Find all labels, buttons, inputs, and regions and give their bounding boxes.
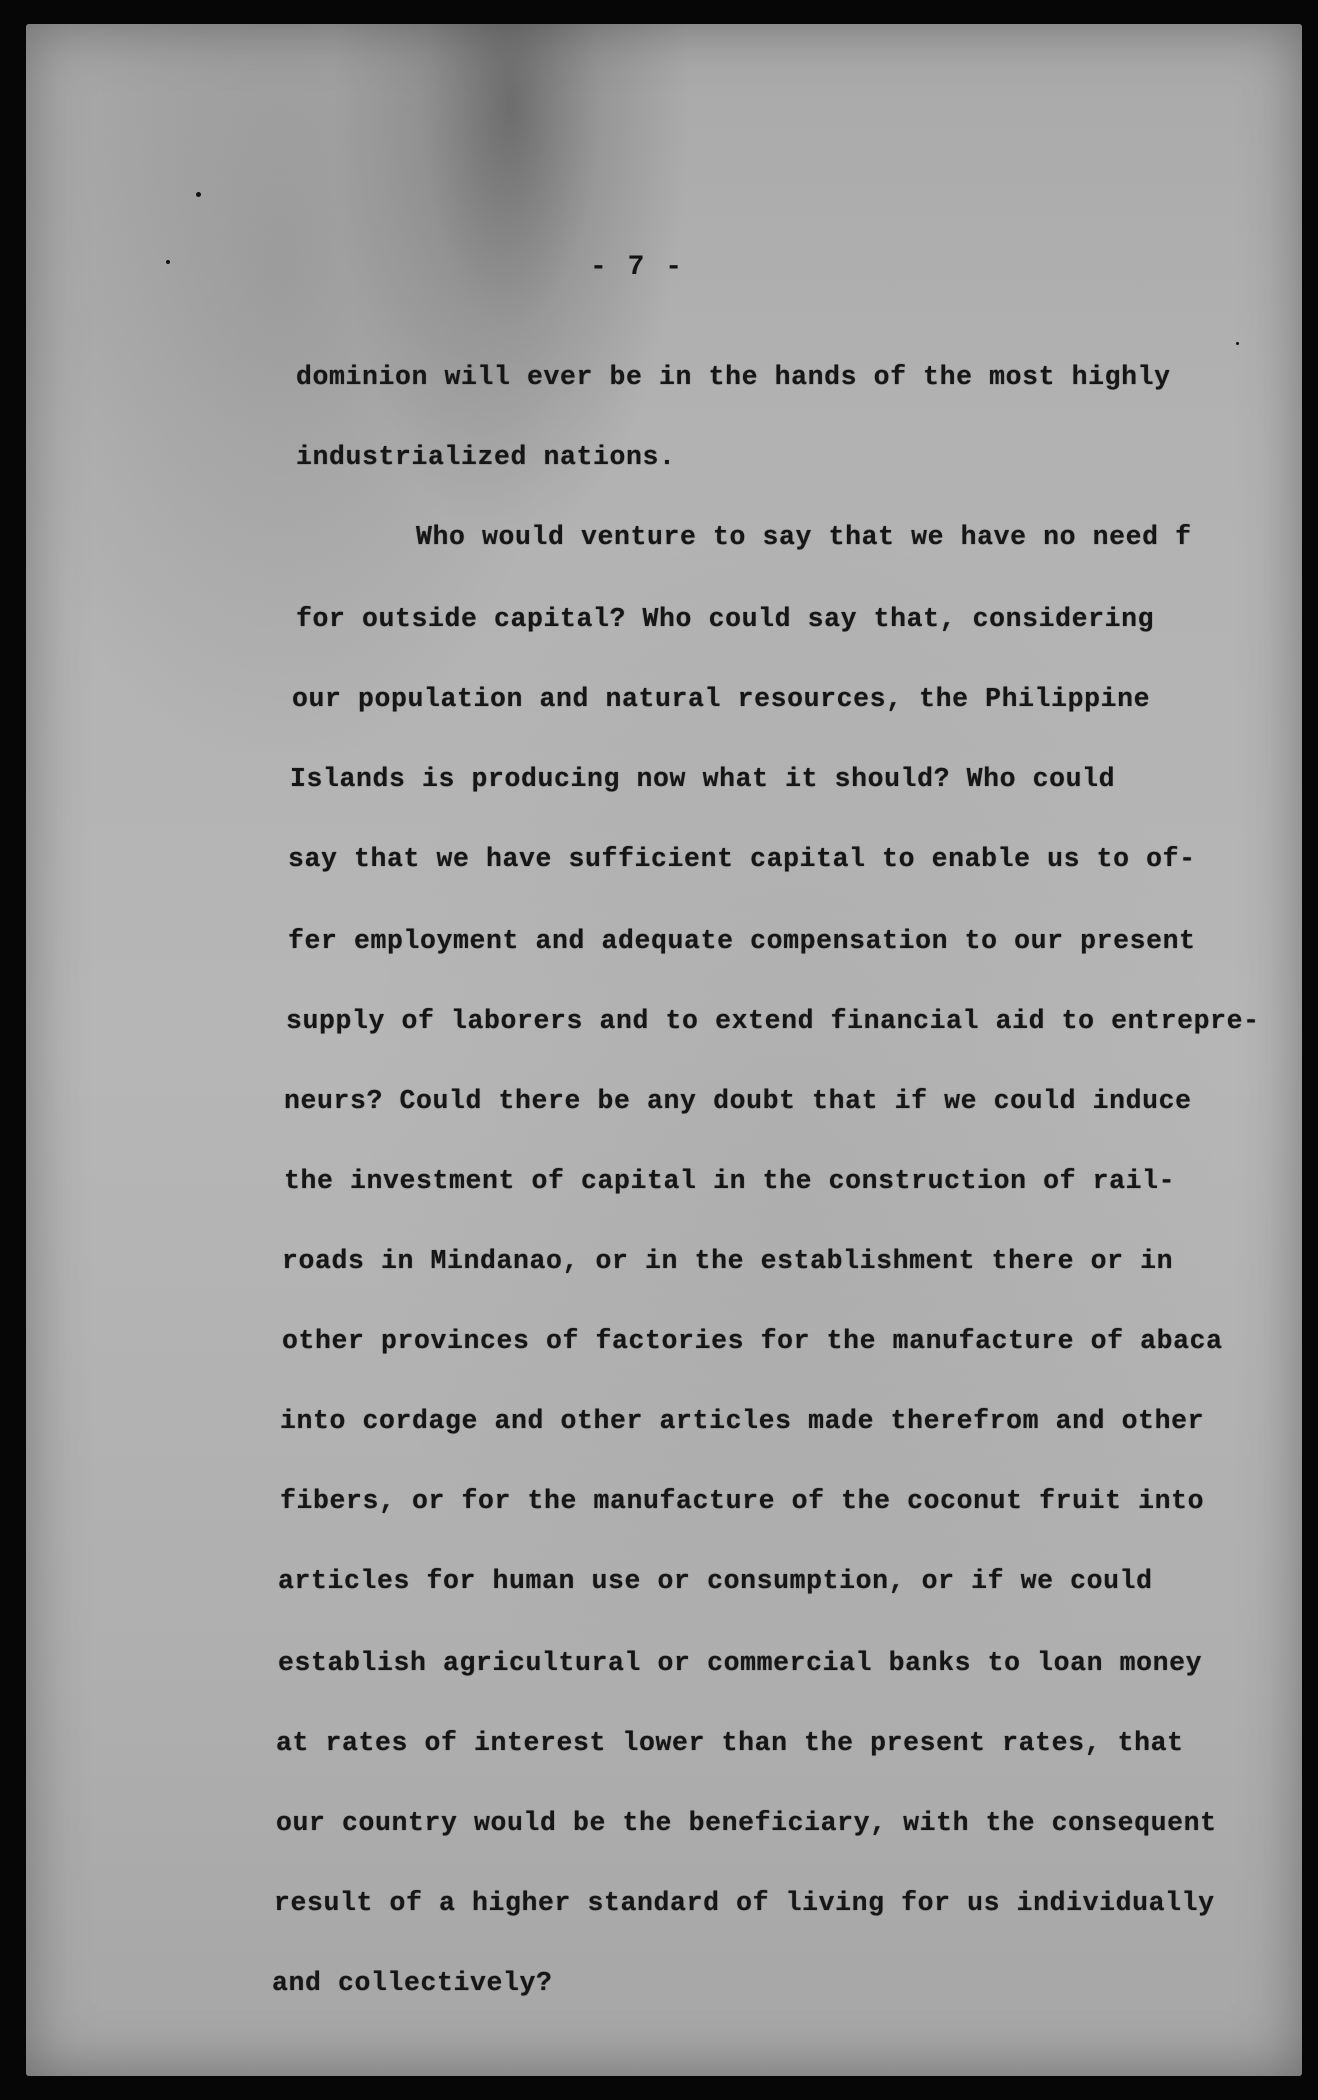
scan-speck <box>166 260 170 264</box>
text-line-12: roads in Mindanao, or in the establishment there or in <box>282 1246 1174 1276</box>
text-line-4: for outside capital? Who could say that, considering <box>296 604 1155 634</box>
text-line-13: other provinces of factories for the manufacture of abaca <box>282 1326 1223 1356</box>
text-line-18: at rates of interest lower than the present rates, that <box>276 1728 1184 1758</box>
scan-speck <box>196 192 201 197</box>
text-line-10: neurs? Could there be any doubt that if we could induce <box>284 1086 1192 1116</box>
typewritten-page <box>26 24 1302 2076</box>
scan-speck <box>1236 342 1239 345</box>
text-line-21: and collectively? <box>272 1968 553 1998</box>
text-line-9: supply of laborers and to extend financial aid to entrepre- <box>286 1006 1260 1036</box>
text-line-11: the investment of capital in the construction of rail- <box>284 1166 1176 1196</box>
text-line-20: result of a higher standard of living for us individually <box>274 1888 1215 1918</box>
text-line-7: say that we have sufficient capital to enable us to of- <box>288 844 1196 874</box>
text-line-1: dominion will ever be in the hands of the most highly <box>296 362 1171 392</box>
page-number: - 7 - <box>590 252 685 283</box>
text-line-16: articles for human use or consumption, or if we could <box>278 1566 1153 1596</box>
text-line-6: Islands is producing now what it should? Who could <box>290 764 1116 794</box>
text-line-15: fibers, or for the manufacture of the coconut fruit into <box>280 1486 1205 1516</box>
text-line-5: our population and natural resources, the Philippine <box>292 684 1151 714</box>
text-line-14: into cordage and other articles made therefrom and other <box>280 1406 1205 1436</box>
text-line-19: our country would be the beneficiary, with the consequent <box>276 1808 1217 1838</box>
text-line-2: industrialized nations. <box>296 442 676 472</box>
text-line-8: fer employment and adequate compensation to our present <box>288 926 1196 956</box>
text-line-3: Who would venture to say that we have no need f <box>416 522 1192 552</box>
text-line-17: establish agricultural or commercial banks to loan money <box>278 1648 1203 1678</box>
